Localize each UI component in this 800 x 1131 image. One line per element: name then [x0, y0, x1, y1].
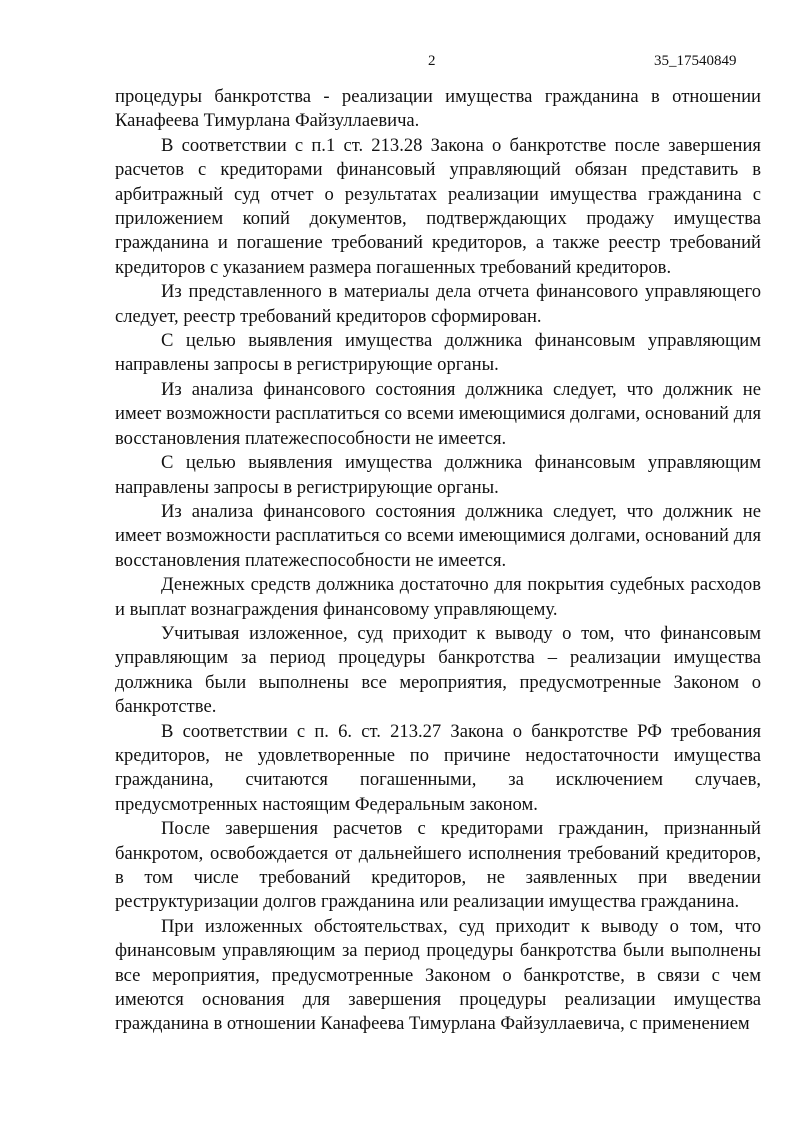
paragraph: Денежных средств должника достаточно для покрытия судебных расходов и выплат вознаграждения финансовому управляющему.	[115, 574, 761, 620]
paragraph: В соответствии с п. 6. ст. 213.27 Закона о банкротстве РФ требования кредиторов, не удовлетворенные по причине недостаточности имущества гражданина, считаются погашенными, за исключением случаев, предусмотренных настоящим Федеральным законом.	[115, 720, 761, 815]
paragraph: Учитывая изложенное, суд приходит к выводу о том, что финансовым управляющим за период процедуры банкротства – реализации имущества должника были выполнены все мероприятия, предусмотренные Законом о банкротстве.	[115, 622, 761, 718]
paragraph: Из анализа финансового состояния должника следует, что должник не имеет возможности расплатиться со всеми имеющимися долгами, оснований для восстановления платежеспособности не имеется.	[115, 378, 761, 449]
paragraph: При изложенных обстоятельствах, суд приходит к выводу о том, что финансовым управляющим за период процедуры банкротства были выполнены все мероприятия, предусмотренные Законом о банкротстве, в связи с чем имеются основания для завершения процедуры реализации имущества гражданина в отношении Канафеева Тимурлана Файзуллаевича, с применением	[115, 915, 761, 1035]
paragraph-continuation: процедуры банкротства - реализации имущества гражданина в отношении Канафеева Тимурлана Файзуллаевича.	[115, 86, 761, 132]
paragraph: В соответствии с п.1 ст. 213.28 Закона о банкротстве после завершения расчетов с кредиторами финансовый управляющий обязан представить в арбитражный суд отчет о результатах реализации имущества гражданина с приложением копий документов, подтверждающих продажу имущества гражданина и погашение требований кредиторов, а также реестр требований кредиторов с указанием размера погашенных требований кредиторов.	[115, 134, 761, 278]
paragraph: С целью выявления имущества должника финансовым управляющим направлены запросы в регистрирующие органы.	[115, 452, 761, 498]
document-id: 35_17540849	[654, 53, 737, 69]
paragraph: После завершения расчетов с кредиторами гражданин, признанный банкротом, освобождается от дальнейшего исполнения требований кредиторов, в том числе требований кредиторов, не заявленных при введении реструктуризации долгов гражданина или реализации имущества гражданина.	[115, 818, 761, 913]
paragraph: С целью выявления имущества должника финансовым управляющим направлены запросы в регистрирующие органы.	[115, 330, 761, 376]
paragraph: Из представленного в материалы дела отчета финансового управляющего следует, реестр требований кредиторов сформирован.	[115, 281, 761, 327]
paragraph: Из анализа финансового состояния должника следует, что должник не имеет возможности расплатиться со всеми имеющимися долгами, оснований для восстановления платежеспособности не имеется.	[115, 500, 761, 571]
page-number: 2	[428, 53, 436, 69]
document-body	[115, 85, 761, 1037]
